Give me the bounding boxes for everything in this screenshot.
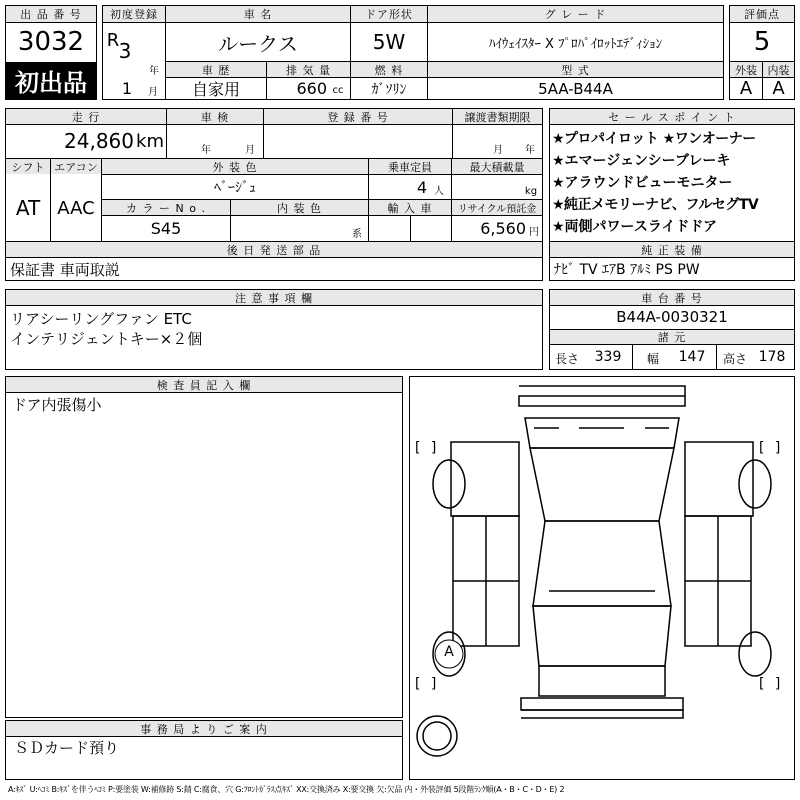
grade: ﾊｲｳｪｲｽﾀｰ X ﾌﾟﾛﾊﾟｲﾛｯﾄｴﾃﾞｨｼｮﾝ	[488, 36, 663, 52]
docs-month: 月	[493, 144, 503, 156]
sales-point: ★エマージェンシーブレーキ	[552, 153, 731, 169]
fuel: ｶﾞｿﾘﾝ	[371, 81, 407, 98]
dims-label: 諸 元	[550, 330, 794, 344]
svg-text:[ ]: [ ]	[413, 676, 439, 692]
office-text: ＳＤカード預り	[14, 738, 120, 757]
lot-number-label: 出 品 番 号	[6, 6, 96, 22]
fuel-label: 燃 料	[351, 62, 427, 77]
inspector-text: ドア内張傷小	[12, 396, 102, 414]
yen-unit: 円	[529, 226, 539, 238]
notes-line: リアシーリングファン ETC	[10, 309, 192, 328]
height: 178	[758, 349, 786, 365]
later-items: 保証書 車両取説	[10, 260, 120, 279]
score-label: 評価点	[730, 6, 794, 22]
width: 147	[678, 349, 706, 365]
notes-label: 注 意 事 項 欄	[6, 290, 542, 305]
chassis-label: 車 台 番 号	[550, 290, 794, 305]
people-unit: 人	[434, 185, 444, 197]
reg-no-label: 登 録 番 号	[264, 109, 452, 124]
year-unit: 年	[149, 65, 159, 76]
color: ﾍﾞｰｼﾞｭ	[214, 180, 256, 196]
capacity-label: 乗車定員	[369, 159, 451, 174]
doors: 5W	[372, 30, 406, 54]
sales-point: ★純正メモリーナビ、フルセグTV	[552, 197, 759, 213]
recycle-label: リサイクル預託金	[452, 200, 542, 215]
cc-unit: cc	[332, 84, 344, 96]
displacement-label: 排 気 量	[267, 62, 350, 77]
interior-label: 内装	[763, 62, 794, 77]
damage-mark: A	[444, 644, 454, 660]
car-diagram	[409, 376, 795, 780]
sales-point: ★両側パワースライドドア	[552, 219, 718, 235]
inspection-year: 年	[201, 144, 211, 156]
svg-text:[ ]: [ ]	[757, 440, 783, 456]
svg-text:[ ]: [ ]	[413, 440, 439, 456]
later-label: 後 日 発 送 部 品	[6, 242, 542, 257]
era-letter: R	[106, 30, 120, 50]
ac-label: エアコン	[51, 159, 101, 174]
svg-text:[ ]: [ ]	[757, 676, 783, 692]
inspector-box	[5, 376, 403, 718]
load-label: 最大積載量	[452, 159, 542, 174]
km-unit: km	[136, 130, 164, 152]
color-no: S45	[150, 219, 182, 238]
interior-grade: A	[772, 78, 785, 99]
height-label: 高さ	[722, 351, 747, 366]
reg-month: 1	[121, 79, 133, 98]
sales-point: ★アラウンドビューモニター	[552, 175, 733, 191]
displacement: 660	[296, 79, 327, 98]
mileage: 24,860	[64, 129, 134, 153]
docs-day: 年	[525, 144, 535, 156]
sales-label: セ ー ル ス ポ イ ン ト	[550, 109, 794, 124]
exterior-label: 外装	[730, 62, 762, 77]
equip: ﾅﾋﾞ TV ｴｱB ｱﾙﾐ PS PW	[554, 262, 700, 278]
capacity: 4	[416, 177, 427, 197]
length: 339	[594, 349, 622, 365]
equip-label: 純 正 装 備	[550, 242, 794, 257]
history: 自家用	[191, 80, 240, 99]
color-label: 外 装 色	[102, 159, 368, 174]
footer-legend: A:ｷｽﾞ U:ﾍｺﾐ B:ｷｽﾞを伴うﾍｺﾐ P:要塗装 W:補修跡 S:錆 C:腐食、穴 G:ﾌﾛﾝﾄｶﾞﾗｽ点ｷｽﾞ XX:交換済み X:要交換 欠:欠品 内・外装評価 5段階ﾗﾝｸ順(A・B・C・D・E) 2	[8, 784, 565, 794]
reg-label: 初度登録	[103, 6, 165, 22]
inspection-label: 車 検	[167, 109, 263, 124]
length-label: 長さ	[554, 351, 579, 366]
shift: AT	[15, 196, 41, 220]
car-outline	[413, 386, 782, 756]
inspection-month: 月	[245, 144, 255, 156]
car-name: ルークス	[218, 31, 298, 56]
color-no-label: カ ラ ー N o .	[102, 200, 230, 215]
notes-line: インテリジェントキー×２個	[10, 329, 203, 348]
model-label: 型 式	[428, 62, 723, 77]
first-listing-badge: 初出品	[6, 62, 96, 99]
history-label: 車 歴	[166, 62, 266, 77]
width-label: 幅	[646, 351, 659, 366]
chassis-number: B44A-0030321	[616, 308, 728, 326]
month-unit: 月	[148, 86, 158, 98]
shift-label: シフト	[6, 159, 50, 174]
score: 5	[753, 27, 771, 57]
sales-point: ★プロパイロット ★ワンオーナー	[552, 131, 756, 147]
doors-label: ドア形状	[351, 6, 427, 22]
docs-label: 譲渡書類期限	[453, 109, 542, 124]
office-label: 事 務 局 よ り ご 案 内	[6, 721, 402, 736]
grade-label: グ レ ー ド	[428, 6, 723, 22]
era-year: 3	[118, 40, 132, 62]
import-label: 輸 入 車	[369, 200, 451, 215]
ac: AAC	[57, 197, 95, 219]
int-color-label: 内 装 色	[231, 200, 368, 215]
car-name-label: 車 名	[166, 6, 350, 22]
mileage-label: 走 行	[6, 109, 166, 124]
int-color-suffix: 系	[352, 228, 362, 240]
inspector-label: 検 査 員 記 入 欄	[6, 377, 402, 392]
lot-number: 3032	[17, 27, 85, 57]
kg-unit: kg	[524, 185, 538, 197]
recycle: 6,560	[480, 219, 526, 238]
exterior-grade: A	[739, 78, 753, 99]
model: 5AA-B44A	[538, 79, 613, 98]
